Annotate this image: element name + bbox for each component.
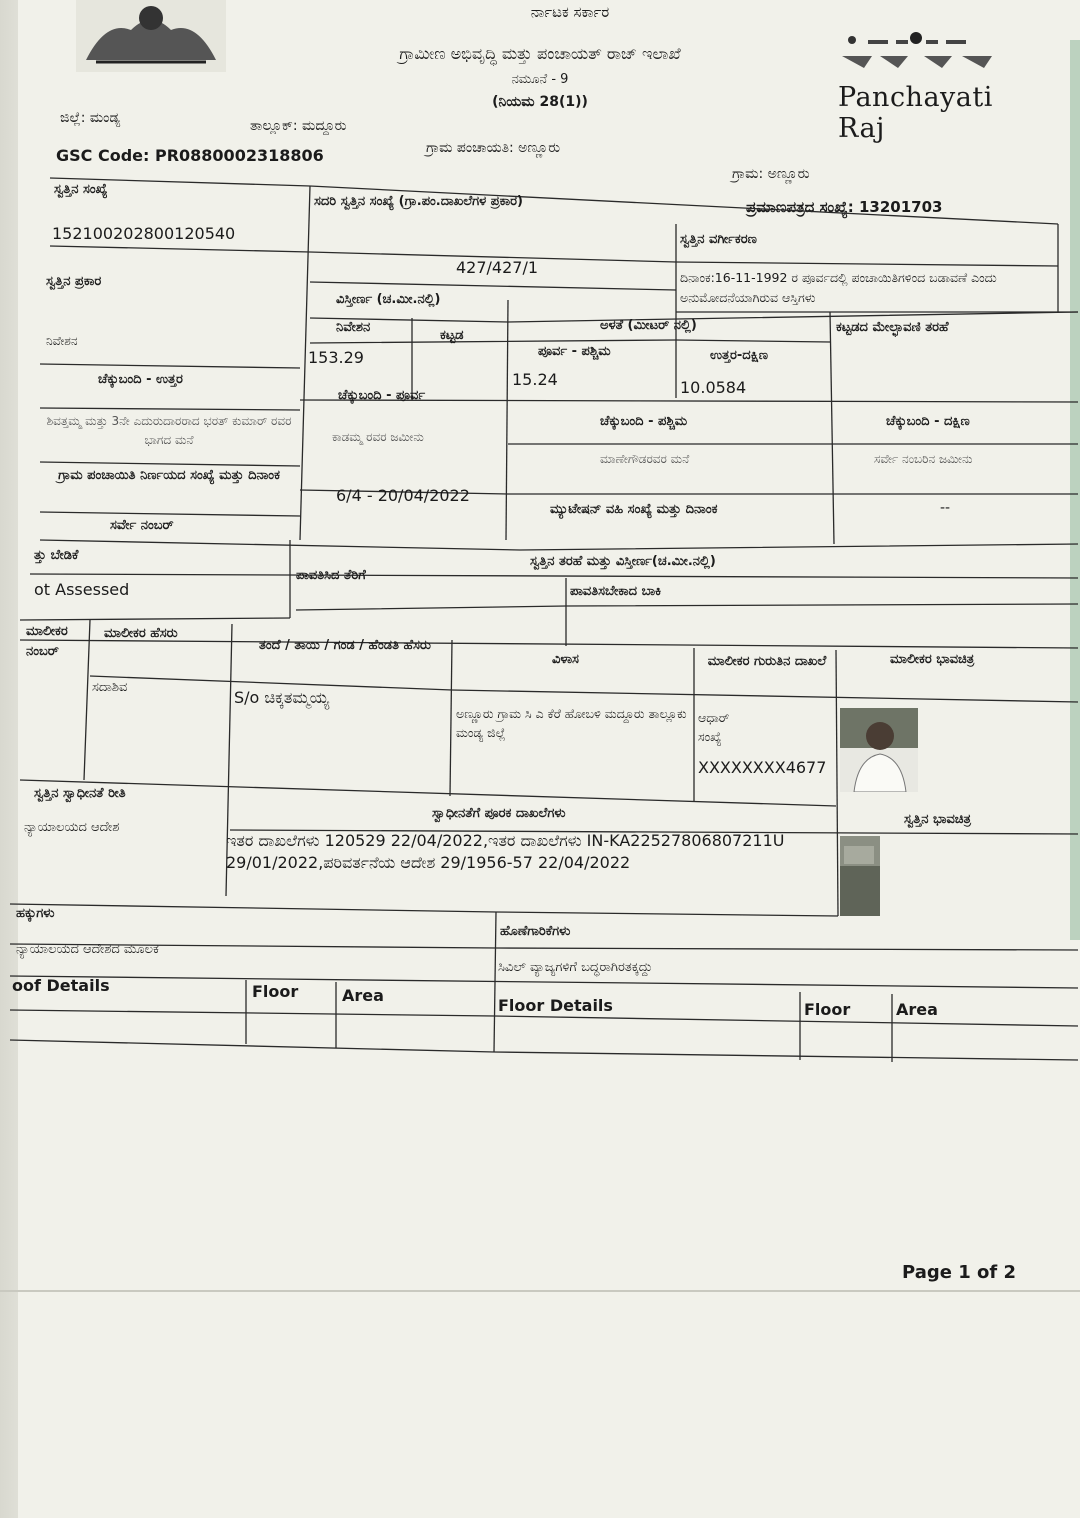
address-label: ವಿಳಾಸ — [552, 652, 579, 667]
site-label: ನಿವೇಶನ — [336, 320, 371, 335]
due-tax-label: ಪಾವತಿಸಬೇಕಾದ ಬಾಕಿ — [570, 584, 662, 599]
south-boundary-value: ಸರ್ವೇ ನಂಬರಿನ ಜಮೀನು — [874, 452, 973, 466]
form-number: ನಮೂನೆ - 9 — [511, 72, 569, 87]
owner-photo-icon — [840, 708, 918, 792]
mutation-value: -- — [940, 500, 951, 516]
sadari-number-label: ಸದರಿ ಸ್ವತ್ತಿನ ಸಂಖ್ಯೆ (ಗ್ರಾ.ಪಂ.ದಾಖಲೆಗಳ ಪ್ರಕಾರ) — [314, 194, 523, 209]
certificate-number: ಪ್ರಮಾಣಪತ್ರದ ಸಂಖ್ಯೆ: 13201703 — [746, 198, 943, 216]
east-boundary-label: ಚೆಕ್ಕುಬಂದಿ - ಪೂರ್ವ — [338, 388, 426, 403]
assessment-status: ot Assessed — [34, 580, 130, 599]
roof-type-label: ಕಟ್ಟಡದ ಮೇಲ್ಛಾವಣಿ ತರಹೆ — [836, 320, 949, 335]
tax-demand-label: ತ್ತು ಬೇಡಿಕೆ — [34, 548, 79, 563]
gp-resolution-value: 6/4 - 20/04/2022 — [336, 486, 470, 505]
property-number: 152100202800120540 — [52, 224, 236, 243]
parent-name: S/o ಚಿಕ್ಕತಮ್ಮಯ್ಯ — [234, 688, 330, 707]
logo-text: Panchayati Raj — [838, 82, 993, 144]
page-edge — [0, 1290, 1080, 1292]
owner-name-label: ಮಾಲೀಕರ ಹೆಸರು — [104, 626, 178, 641]
east-west-value: 15.24 — [512, 370, 558, 389]
paid-tax-label: ಪಾವತಿಸಿದ ತೆರಿಗೆ — [296, 568, 366, 583]
area-label-1: Area — [342, 986, 384, 1005]
building-label: ಕಟ್ಟಡ — [440, 328, 464, 343]
owner-number-label: ಮಾಲೀಕರ ನಂಬರ್ — [26, 624, 68, 660]
owner-address: ಅಣ್ಣೂರು ಗ್ರಾಮ ಸಿ ಎ ಕೆರೆ ಹೋಬಳಿ ಮದ್ದೂರು ತಾಲ್ಲೂಕು ಮಂಡ್ಯ ಜಿಲ್ಲೆ — [456, 706, 687, 741]
village: ಗ್ರಾಮ: ಅಣ್ಣೂರು — [732, 166, 810, 182]
owner-name: ಸದಾಶಿವ — [92, 680, 128, 695]
classification-value: ದಿನಾಂಕ:16-11-1992 ರ ಪೂರ್ವದಲ್ಲಿ ಪಂಚಾಯಿತಿಗಳಿಂದ ಬಡಾವಣೆ ಎಂದು ಅನುಮೋದನೆಯಾಗಿರುವ ಆಸ್ತಿಗಳು — [680, 270, 997, 305]
west-boundary-label: ಚೆಕ್ಕುಬಂದಿ - ಪಶ್ಚಿಮ — [600, 414, 688, 429]
owner-id-label: ಮಾಲೀಕರ ಗುರುತಿನ ದಾಖಲೆ — [707, 654, 827, 669]
gram-panchayat: ಗ್ರಾಮ ಪಂಚಾಯತಿ: ಅಣ್ಣೂರು — [426, 140, 561, 156]
page-number: Page 1 of 2 — [902, 1262, 1016, 1283]
taluk: ತಾಲ್ಲೂಕ್: ಮದ್ದೂರು — [250, 118, 347, 134]
property-photo-label: ಸ್ವತ್ತಿನ ಭಾವಚಿತ್ರ — [904, 812, 971, 827]
liabilities-label: ಹೊಣೆಗಾರಿಕೆಗಳು — [500, 924, 571, 939]
north-boundary-label: ಚೆಕ್ಕುಬಂದಿ - ಉತ್ತರ — [98, 372, 183, 387]
area-label-2: Area — [896, 1000, 938, 1019]
property-number-label: ಸ್ವತ್ತಿನ ಸಂಖ್ಯೆ — [54, 182, 108, 197]
dimension-label: ಅಳತೆ (ಮೀಟರ್ ನಲ್ಲಿ) — [600, 318, 697, 333]
gov-name: ರ್ನಾಟಕ ಸರ್ಕಾರ — [530, 3, 610, 21]
property-type-label: ಸ್ವತ್ತಿನ ಪ್ರಕಾರ — [46, 274, 102, 289]
site-area: 153.29 — [308, 348, 364, 367]
area-label: ವಿಸ್ತೀರ್ಣ (ಚ.ಮೀ.ನಲ್ಲಿ) — [336, 292, 441, 307]
north-south-value: 10.0584 — [680, 378, 747, 397]
ownership-type-label: ಸ್ವತ್ತಿನ ಸ್ವಾಧೀನತೆ ರೀತಿ — [34, 786, 126, 801]
survey-number-label: ಸರ್ವೇ ನಂಬರ್ — [110, 518, 174, 533]
district: ಜಿಲ್ಲೆ: ಮಂಡ್ಯ — [60, 110, 121, 126]
property-photo-icon — [840, 836, 880, 916]
east-boundary-value: ಕಾಡಮ್ಮ ರವರ ಜಮೀನು — [332, 430, 424, 444]
court-order-label: ನ್ಯಾಯಾಲಯದ ಆದೇಶ — [24, 820, 120, 835]
floor-label-2: Floor — [804, 1000, 851, 1019]
sadari-number: 427/427/1 — [456, 258, 539, 277]
site-row-label: ನಿವೇಶನ — [46, 334, 78, 348]
south-boundary-label: ಚೆಕ್ಕುಬಂದಿ - ದಕ್ಷಿಣ — [886, 414, 970, 429]
type-area-label: ಸ್ವತ್ತಿನ ತರಹೆ ಮತ್ತು ವಿಸ್ತೀರ್ಣ(ಚ.ಮೀ.ನಲ್ಲಿ) — [530, 554, 716, 569]
gsc-code: GSC Code: PR0880002318806 — [56, 146, 324, 165]
gp-resolution-label: ಗ್ರಾಮ ಪಂಚಾಯಿತಿ ನಿರ್ಣಯದ ಸಂಖ್ಯೆ ಮತ್ತು ದಿನಾಂಕ — [58, 468, 280, 483]
supporting-docs-label: ಸ್ವಾಧೀನತೆಗೆ ಪೂರಕ ದಾಖಲೆಗಳು — [432, 806, 566, 821]
id-type: ಆಧಾರ್ ಸಂಖ್ಯೆ — [698, 710, 730, 745]
mutation-label: ಮ್ಯುಟೇಷನ್ ವಹಿ ಸಂಖ್ಯೆ ಮತ್ತು ದಿನಾಂಕ — [550, 502, 718, 517]
floor-details-label: Floor Details — [498, 996, 613, 1015]
west-boundary-value: ಮಾಣೇಗೌಡರವರ ಮನೆ — [600, 452, 690, 466]
roof-details-label: oof Details — [12, 976, 110, 995]
floor-label-1: Floor — [252, 982, 299, 1001]
rule-number: (ನಿಯಮ 28(1)) — [492, 94, 588, 110]
civil-litigation-label: ಸಿವಿಲ್ ವ್ಯಾಜ್ಯಗಳಿಗೆ ಬದ್ಧರಾಗಿರತಕ್ಕದ್ದು — [498, 960, 653, 975]
id-number: XXXXXXXX4677 — [698, 758, 827, 777]
parent-name-label: ತಂದೆ / ತಾಯಿ / ಗಂಡ / ಹೆಂಡತಿ ಹೆಸರು — [259, 638, 431, 653]
court-route-label: ನ್ಯಾಯಾಲಯದ ಆದೇಶದ ಮೂಲಕ — [16, 942, 159, 957]
dept-name: ಗ್ರಾಮೀಣ ಅಭಿವೃದ್ಧಿ ಮತ್ತು ಪಂಚಾಯತ್ ರಾಜ್ ಇಲಾಖೆ — [399, 44, 681, 63]
north-boundary-value: ಶಿವತ್ತಮ್ಮ ಮತ್ತು 3ನೇ ಎದುರುದಾರರಾದ ಭರತ್ ಕುಮಾರ್ ರವರ ಭಾಗದ ಮನೆ — [46, 414, 292, 447]
supporting-docs: ಇತರ ದಾಖಲೆಗಳು 120529 22/04/2022,ಇತರ ದಾಖಲೆಗಳು IN-KA22527806807211U 29/01/2022,ಪರಿವರ್ತನೆಯ ಆದೇಶ 29/1956-57 22/04/2022 — [226, 831, 785, 873]
east-west-label: ಪೂರ್ವ - ಪಶ್ಚಿಮ — [538, 344, 611, 359]
classification-label: ಸ್ವತ್ತಿನ ವರ್ಗೀಕರಣ — [680, 232, 757, 247]
rights-label: ಹಕ್ಕುಗಳು — [16, 906, 55, 921]
owner-photo-label: ಮಾಲೀಕರ ಭಾವಚಿತ್ರ — [890, 652, 975, 667]
north-south-label: ಉತ್ತರ-ದಕ್ಷಿಣ — [710, 348, 769, 363]
